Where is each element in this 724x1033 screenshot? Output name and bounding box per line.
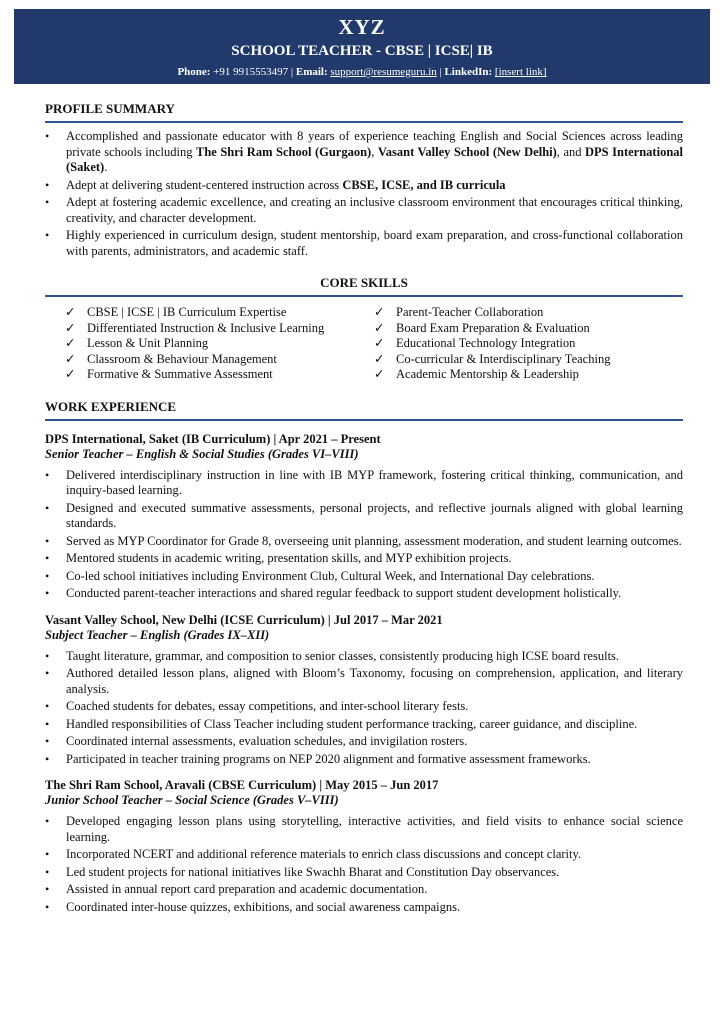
job-responsibilities bbox=[45, 468, 683, 602]
skill-label: CBSE | ICSE | IB Curriculum Expertise bbox=[87, 305, 287, 319]
skill-item bbox=[65, 367, 374, 383]
bullet-mark: • bbox=[45, 847, 50, 861]
core-skills-heading: CORE SKILLS bbox=[320, 275, 408, 290]
contact-line bbox=[14, 65, 710, 79]
skill-label: Board Exam Preparation & Evaluation bbox=[396, 320, 590, 335]
skill-label: Parent-Teacher Collaboration bbox=[396, 305, 544, 319]
bullet-mark: • bbox=[45, 882, 50, 896]
profile-summary-list bbox=[45, 129, 683, 259]
work-experience-heading: WORK EXPERIENCE bbox=[45, 398, 177, 414]
summary-text: , and bbox=[556, 144, 586, 159]
linkedin-label: LinkedIn: bbox=[444, 66, 493, 78]
responsibility-text: Delivered interdisciplinary instruction in line with IB MYP framework, fostering critical thinking, communication, and inquiry-based learning. bbox=[66, 467, 683, 497]
job-organization: DPS International, Saket (IB Curriculum) | Apr 2021 – Present bbox=[45, 431, 381, 446]
responsibility-text: Authored detailed lesson plans, aligned with Bloom’s Taxonomy, focusing on comprehension, application, and literary analysis. bbox=[66, 666, 683, 696]
skill-label: Academic Mentorship & Leadership bbox=[396, 367, 579, 381]
job-organization: The Shri Ram School, Aravali (CBSE Curriculum) | May 2015 – Jun 2017 bbox=[45, 778, 439, 792]
summary-text: Adept at fostering academic excellence, and creating an inclusive classroom environment that encourages critical thinking, creativity, and character development. bbox=[66, 195, 683, 225]
bullet-mark: • bbox=[45, 648, 50, 663]
section-divider bbox=[45, 419, 683, 421]
list-item bbox=[45, 586, 683, 602]
skill-item bbox=[374, 321, 683, 337]
job-role: Senior Teacher – English & Social Studies (Grades VI–VIII) bbox=[45, 446, 359, 461]
list-item bbox=[45, 178, 683, 194]
bullet-mark: • bbox=[45, 533, 50, 548]
bullet-mark: • bbox=[45, 899, 50, 914]
list-item bbox=[45, 501, 683, 532]
summary-text: Highly experienced in curriculum design, student mentorship, board exam preparation, and cross-functional collaboration with parents, administrators, and academic staff. bbox=[66, 228, 683, 258]
bullet-mark: • bbox=[45, 551, 50, 565]
responsibility-text: Mentored students in academic writing, presentation skills, and MYP exhibition projects. bbox=[66, 551, 512, 565]
responsibility-text: Led student projects for national initiatives like Swachh Bharat and Constitution Day observances. bbox=[66, 864, 560, 879]
summary-highlight: The Shri Ram School (Gurgaon) bbox=[196, 144, 372, 159]
bullet-mark: • bbox=[45, 751, 50, 766]
skill-item bbox=[65, 336, 374, 352]
list-item bbox=[45, 129, 683, 176]
responsibility-text: Served as MYP Coordinator for Grade 8, overseeing unit planning, assessment moderation, and student learning outcomes. bbox=[66, 533, 682, 548]
job-header bbox=[45, 613, 683, 643]
check-icon: ✓ bbox=[374, 351, 385, 366]
skill-item bbox=[374, 367, 683, 383]
list-item bbox=[45, 865, 683, 881]
list-item bbox=[45, 752, 683, 768]
linkedin-link[interactable]: [insert link] bbox=[494, 66, 547, 78]
section-divider bbox=[45, 121, 683, 123]
job-responsibilities bbox=[45, 649, 683, 768]
list-item bbox=[45, 666, 683, 697]
summary-highlight: DPS International (Saket) bbox=[66, 144, 683, 174]
job-organization: Vasant Valley School, New Delhi (ICSE Curriculum) | Jul 2017 – Mar 2021 bbox=[45, 612, 443, 627]
core-skills-grid bbox=[65, 305, 683, 383]
check-icon: ✓ bbox=[65, 336, 76, 350]
responsibility-text: Taught literature, grammar, and composition to senior classes, consistently producing high ICSE board results. bbox=[66, 648, 620, 663]
resume-body bbox=[0, 101, 724, 915]
skill-item bbox=[65, 352, 374, 368]
skill-item bbox=[65, 305, 374, 321]
check-icon: ✓ bbox=[374, 305, 385, 319]
bullet-mark: • bbox=[45, 177, 50, 192]
responsibility-text: Participated in teacher training programs on NEP 2020 alignment and formative assessment frameworks. bbox=[66, 751, 591, 766]
skills-column-right bbox=[374, 305, 683, 383]
bullet-mark: • bbox=[45, 716, 50, 731]
bullet-mark: • bbox=[45, 814, 50, 828]
skill-label: Classroom & Behaviour Management bbox=[87, 351, 277, 366]
list-item bbox=[45, 882, 683, 898]
bullet-mark: • bbox=[45, 500, 50, 515]
bullet-mark: • bbox=[45, 734, 50, 748]
contact-separator: | bbox=[290, 66, 294, 78]
list-item bbox=[45, 699, 683, 715]
summary-text: , bbox=[371, 144, 378, 159]
contact-separator: | bbox=[439, 66, 442, 78]
bullet-mark: • bbox=[45, 864, 50, 879]
skills-column-left bbox=[65, 305, 374, 383]
list-item bbox=[45, 534, 683, 550]
responsibility-text: Co-led school initiatives including Environment Club, Cultural Week, and International Day celebrations. bbox=[66, 568, 595, 583]
list-item bbox=[45, 569, 683, 585]
responsibility-text: Coordinated internal assessments, evaluation schedules, and invigilation rosters. bbox=[66, 734, 468, 748]
list-item bbox=[45, 228, 683, 259]
job-role: Junior School Teacher – Social Science (Grades V–VIII) bbox=[45, 793, 339, 807]
candidate-title: SCHOOL TEACHER - CBSE | ICSE| IB bbox=[231, 43, 493, 59]
candidate-name: XYZ bbox=[338, 15, 386, 39]
summary-highlight: Vasant Valley School (New Delhi) bbox=[377, 144, 557, 159]
skill-item bbox=[374, 305, 683, 321]
summary-text: . bbox=[104, 160, 108, 174]
list-item bbox=[45, 468, 683, 499]
job-responsibilities bbox=[45, 814, 683, 915]
check-icon: ✓ bbox=[65, 367, 76, 381]
responsibility-text: Coached students for debates, essay competitions, and inter-school literary fests. bbox=[66, 699, 469, 713]
email-link[interactable]: support@resumeguru.in bbox=[330, 66, 437, 78]
bullet-mark: • bbox=[45, 586, 50, 600]
profile-summary-heading: PROFILE SUMMARY bbox=[45, 101, 175, 116]
job-header bbox=[45, 778, 683, 808]
bullet-mark: • bbox=[45, 467, 50, 482]
resume-page bbox=[0, 9, 724, 1033]
list-item bbox=[45, 900, 683, 916]
bullet-mark: • bbox=[45, 228, 50, 242]
responsibility-text: Assisted in annual report card preparation and academic documentation. bbox=[66, 882, 428, 896]
skill-item bbox=[65, 321, 374, 337]
skill-label: Educational Technology Integration bbox=[396, 336, 576, 350]
check-icon: ✓ bbox=[65, 320, 76, 335]
skill-label: Formative & Summative Assessment bbox=[87, 367, 273, 381]
bullet-mark: • bbox=[45, 666, 50, 680]
bullet-mark: • bbox=[45, 129, 50, 143]
job-header bbox=[45, 432, 683, 462]
bullet-mark: • bbox=[45, 195, 50, 209]
check-icon: ✓ bbox=[374, 367, 385, 381]
responsibility-text: Developed engaging lesson plans using storytelling, interactive activities, and field visits to enhance social science learning. bbox=[66, 814, 683, 844]
email-label: Email: bbox=[295, 66, 328, 78]
resume-header bbox=[14, 9, 710, 84]
list-item bbox=[45, 734, 683, 750]
skill-label: Lesson & Unit Planning bbox=[87, 336, 209, 350]
list-item bbox=[45, 847, 683, 863]
job-role: Subject Teacher – English (Grades IX–XII) bbox=[45, 627, 270, 642]
skill-item bbox=[374, 352, 683, 368]
list-item bbox=[45, 195, 683, 226]
list-item bbox=[45, 814, 683, 845]
summary-text: Adept at delivering student-centered instruction across bbox=[66, 177, 343, 192]
phone-value: +91 9915553497 bbox=[213, 66, 289, 78]
check-icon: ✓ bbox=[374, 336, 385, 350]
skill-item bbox=[374, 336, 683, 352]
check-icon: ✓ bbox=[374, 320, 385, 335]
summary-highlight: CBSE, ICSE, and IB curricula bbox=[342, 177, 506, 192]
check-icon: ✓ bbox=[65, 351, 76, 366]
list-item bbox=[45, 551, 683, 567]
phone-label: Phone: bbox=[177, 66, 211, 78]
responsibility-text: Incorporated NCERT and additional reference materials to enrich class discussions and concept clarity. bbox=[66, 847, 582, 861]
list-item bbox=[45, 717, 683, 733]
list-item bbox=[45, 649, 683, 665]
responsibility-text: Handled responsibilities of Class Teacher including student performance tracking, career guidance, and discipline. bbox=[66, 716, 638, 731]
summary-text: Accomplished and passionate educator with 8 years of experience teaching English and Social Sciences across leading private schools including bbox=[66, 129, 683, 159]
responsibility-text: Designed and executed summative assessments, personal projects, and reflective journals aligned with global learning standards. bbox=[66, 500, 683, 530]
section-divider bbox=[45, 295, 683, 297]
bullet-mark: • bbox=[45, 699, 50, 713]
skill-label: Co-curricular & Interdisciplinary Teaching bbox=[396, 351, 611, 366]
responsibility-text: Coordinated inter-house quizzes, exhibitions, and social awareness campaigns. bbox=[66, 899, 461, 914]
responsibility-text: Conducted parent-teacher interactions and shared regular feedback to support student development holistically. bbox=[66, 586, 622, 600]
check-icon: ✓ bbox=[65, 305, 76, 319]
bullet-mark: • bbox=[45, 568, 50, 583]
skill-label: Differentiated Instruction & Inclusive Learning bbox=[87, 320, 325, 335]
